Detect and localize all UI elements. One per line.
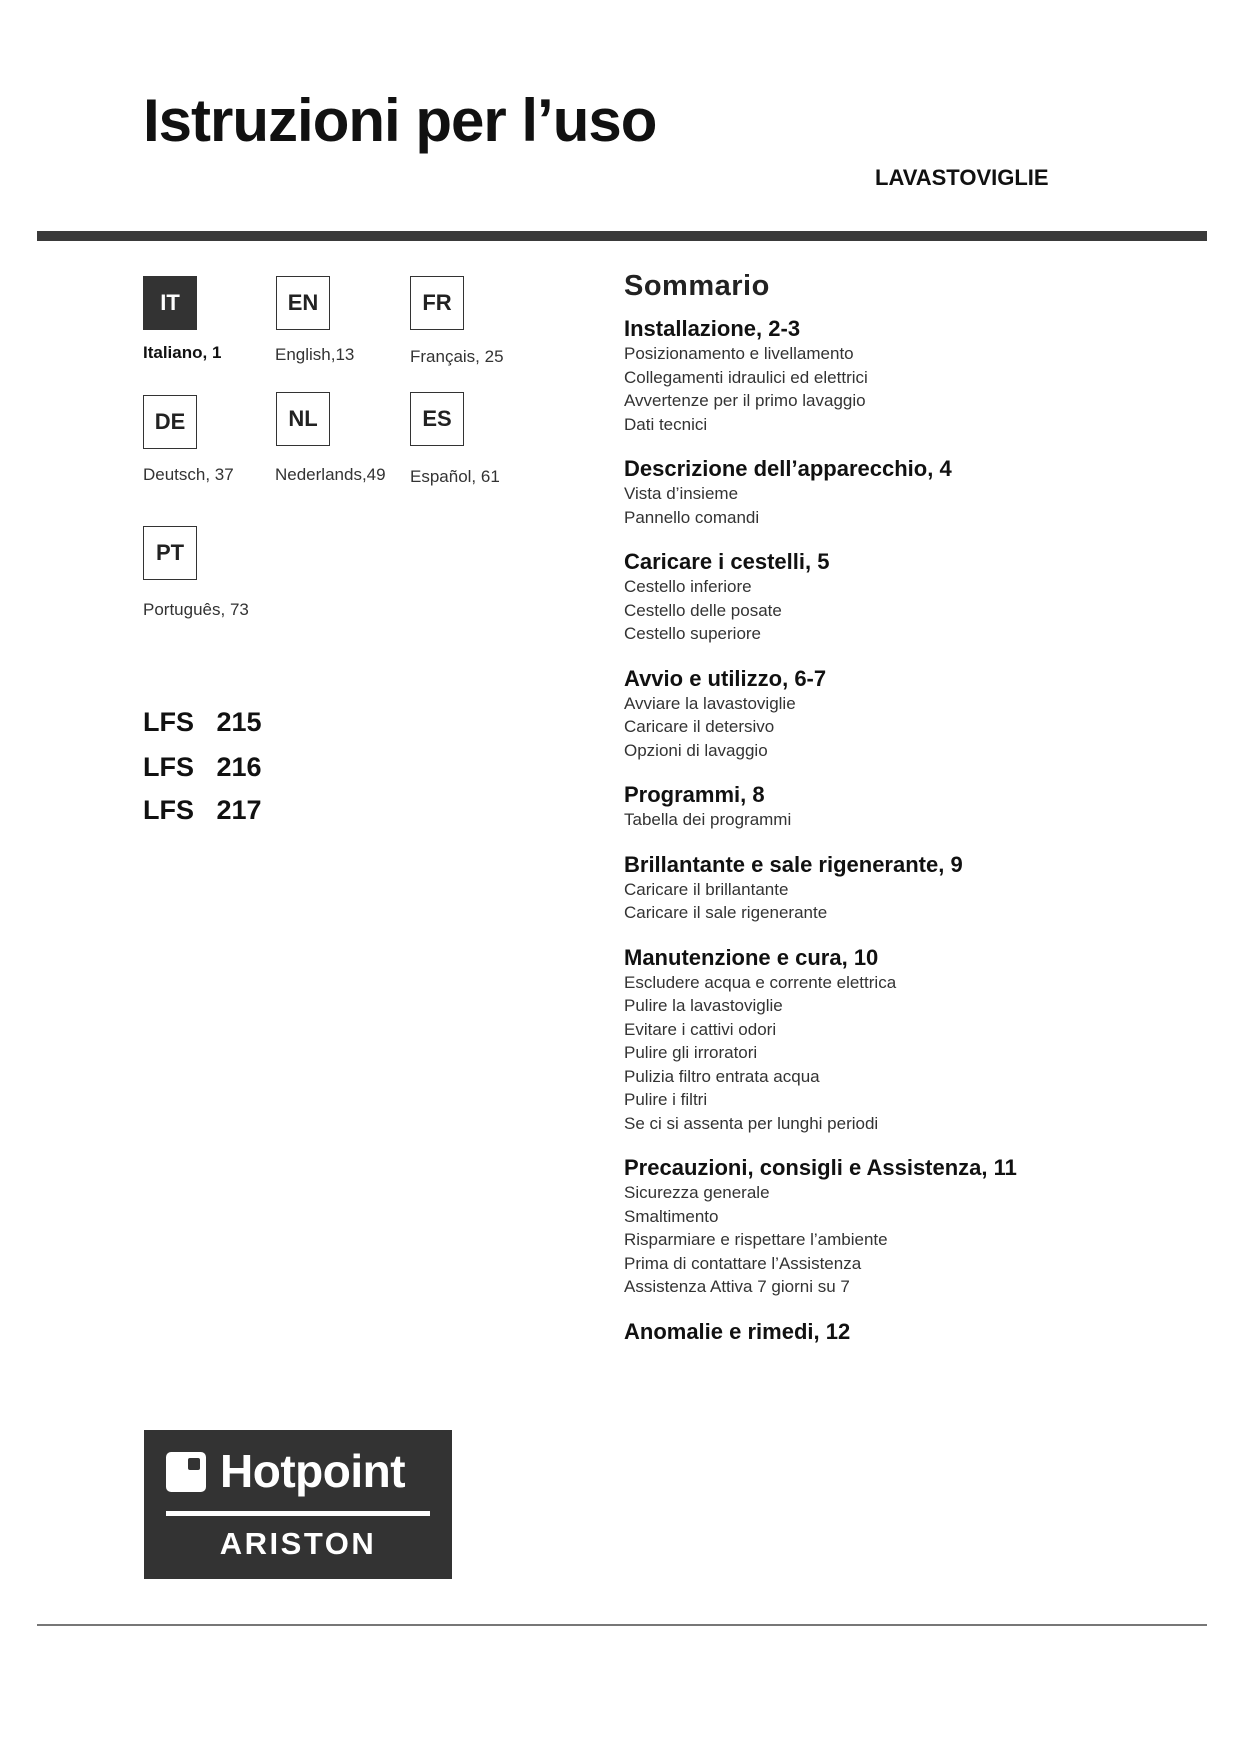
toc-sections: [624, 315, 1184, 1345]
language-label-es[interactable]: Español, 61: [410, 467, 500, 486]
toc-item[interactable]: Avviare la lavastoviglie: [624, 693, 796, 713]
toc-item[interactable]: Escludere acqua e corrente elettrica: [624, 972, 897, 992]
toc-item[interactable]: Pulire la lavastoviglie: [624, 996, 783, 1015]
toc-item[interactable]: Risparmiare e rispettare l’ambiente: [624, 1230, 888, 1249]
toc-section: [624, 455, 1184, 529]
toc-section: [624, 1318, 1184, 1345]
toc-item[interactable]: Se ci si assenta per lunghi periodi: [624, 1113, 879, 1133]
header-divider: [37, 231, 1207, 241]
product-type: LAVASTOVIGLIE: [875, 165, 1049, 190]
page-title: Istruzioni per l’uso: [143, 87, 657, 154]
toc-item[interactable]: Caricare il sale rigenerante: [624, 903, 828, 922]
toc-item[interactable]: Smaltimento: [624, 1206, 719, 1226]
language-label-en[interactable]: English,13: [275, 345, 355, 364]
model-number: LFS 217: [143, 795, 262, 825]
toc-item[interactable]: Pulire i filtri: [624, 1090, 708, 1109]
toc-item[interactable]: Dati tecnici: [624, 414, 708, 434]
language-button-pt[interactable]: PT: [143, 526, 197, 580]
model-number: LFS 216: [143, 752, 262, 782]
language-label-nl[interactable]: Nederlands,49: [275, 465, 386, 484]
language-label-de[interactable]: Deutsch, 37: [143, 465, 234, 484]
toc-section: [624, 851, 1184, 925]
toc-item[interactable]: Caricare il brillantante: [624, 879, 789, 899]
toc-item-list: [624, 878, 1184, 925]
toc-item-list: [624, 971, 1184, 1136]
toc-item[interactable]: Assistenza Attiva 7 giorni su 7: [624, 1277, 850, 1296]
toc-item[interactable]: Cestello inferiore: [624, 577, 752, 596]
toc-item[interactable]: Cestello delle posate: [624, 600, 782, 620]
language-button-nl[interactable]: NL: [276, 392, 330, 446]
language-label-pt[interactable]: Português, 73: [143, 600, 249, 619]
toc-item[interactable]: Vista d’insieme: [624, 484, 739, 503]
toc-item[interactable]: Pulire gli irroratori: [624, 1043, 758, 1062]
toc-item[interactable]: Avvertenze per il primo lavaggio: [624, 391, 866, 410]
language-button-es[interactable]: ES: [410, 392, 464, 446]
toc-section-title[interactable]: Manutenzione e cura, 10: [624, 944, 879, 970]
language-button-de[interactable]: DE: [143, 395, 197, 449]
language-button-fr[interactable]: FR: [410, 276, 464, 330]
toc-item-list: [624, 342, 1184, 436]
toc-section: [624, 944, 1184, 1136]
footer-divider: [37, 1624, 1207, 1626]
toc-item[interactable]: Sicurezza generale: [624, 1183, 770, 1202]
language-label-fr[interactable]: Français, 25: [410, 347, 504, 366]
toc-item-list: [624, 1181, 1184, 1299]
toc-section-title[interactable]: Descrizione dell’apparecchio, 4: [624, 456, 952, 481]
toc-section: [624, 665, 1184, 763]
language-button-en[interactable]: EN: [276, 276, 330, 330]
toc-item-list: [624, 808, 1184, 832]
toc-item[interactable]: Collegamenti idraulici ed elettrici: [624, 367, 868, 387]
toc-section: [624, 1154, 1184, 1299]
toc-item[interactable]: Pannello comandi: [624, 507, 760, 527]
model-number: LFS 215: [143, 707, 262, 737]
toc-title: Sommario: [624, 270, 770, 302]
toc-item[interactable]: Caricare il detersivo: [624, 717, 775, 736]
logo-sub-text: ARISTON: [219, 1526, 377, 1561]
toc-section: [624, 781, 1184, 832]
logo-brand-text: Hotpoint: [220, 1445, 406, 1497]
toc-item[interactable]: Opzioni di lavaggio: [624, 740, 768, 760]
toc-section: [624, 315, 1184, 436]
toc-item[interactable]: Prima di contattare l’Assistenza: [624, 1253, 862, 1273]
toc-section-title[interactable]: Caricare i cestelli, 5: [624, 549, 830, 574]
toc-section-title[interactable]: Avvio e utilizzo, 6-7: [624, 665, 827, 691]
toc-section: [624, 548, 1184, 646]
toc-section-title[interactable]: Programmi, 8: [624, 782, 765, 807]
language-label-it[interactable]: Italiano, 1: [143, 343, 222, 362]
toc-item-list: [624, 482, 1184, 529]
language-button-it[interactable]: IT: [143, 276, 197, 330]
table-of-contents: [624, 270, 1184, 1364]
toc-item-list: [624, 575, 1184, 646]
toc-section-title[interactable]: Brillantante e sale rigenerante, 9: [624, 851, 963, 877]
toc-item[interactable]: Evitare i cattivi odori: [624, 1019, 777, 1039]
toc-section-title[interactable]: Precauzioni, consigli e Assistenza, 11: [624, 1155, 1017, 1180]
toc-item[interactable]: Cestello superiore: [624, 624, 762, 643]
toc-item[interactable]: Pulizia filtro entrata acqua: [624, 1066, 820, 1086]
logo-divider: [166, 1511, 430, 1516]
toc-item[interactable]: Tabella dei programmi: [624, 810, 792, 829]
toc-item[interactable]: Posizionamento e livellamento: [624, 344, 854, 363]
toc-section-title[interactable]: Anomalie e rimedi, 12: [624, 1318, 851, 1344]
brand-logo: [144, 1430, 452, 1579]
toc-section-title[interactable]: Installazione, 2-3: [624, 316, 801, 341]
logo-mark-icon: [166, 1452, 206, 1492]
toc-item-list: [624, 692, 1184, 763]
